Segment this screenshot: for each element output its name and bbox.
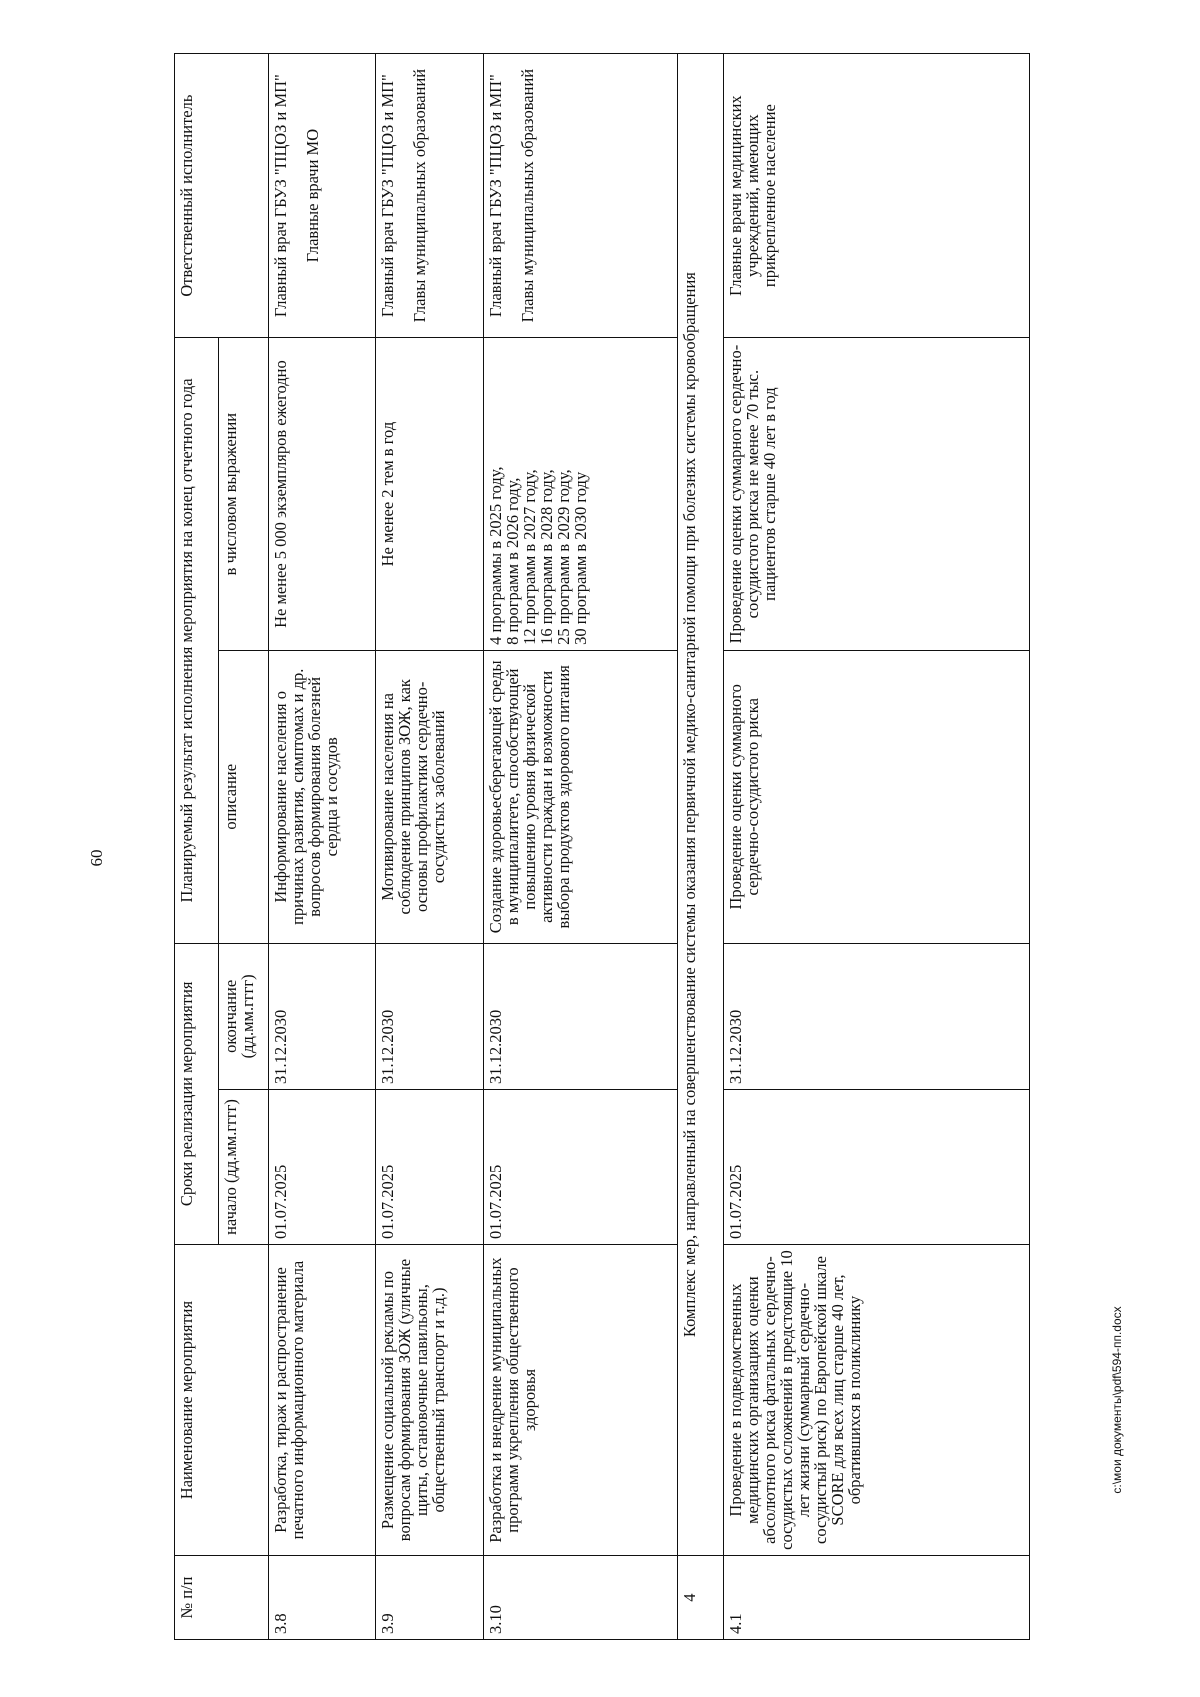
section-num: 4 <box>678 1556 724 1640</box>
header-desc: описание <box>219 650 269 943</box>
header-name: Наименование мероприятия <box>175 1244 269 1555</box>
rotated-table-wrapper <box>174 53 1029 1640</box>
row-desc: Проведение оценки суммарного сердечно-сосудистого риска <box>724 650 1030 943</box>
row-exec <box>484 54 678 338</box>
header-numeric: в числовом выражении <box>219 338 269 651</box>
header-end: окончание (дд.мм.гггг) <box>219 943 269 1089</box>
row-desc: Мотивирование населения на соблюдение принципов ЗОЖ, как основы профилактики сердечно-сосудистых заболеваний <box>376 650 484 943</box>
header-terms: Сроки реализации мероприятия <box>175 943 219 1244</box>
row-exec-primary: Главный врач ГБУЗ "ПЦОЗ и МП" <box>271 74 290 318</box>
row-exec-primary: Главный врач ГБУЗ "ПЦОЗ и МП" <box>486 74 505 318</box>
row-num: 3.9 <box>376 1556 484 1640</box>
row-name: Разработка и внедрение муниципальных программ укрепления общественного здоровья <box>484 1244 678 1555</box>
row-start: 01.07.2025 <box>269 1090 376 1245</box>
row-num: 3.10 <box>484 1556 678 1640</box>
table-row <box>269 54 376 1640</box>
page-number: 60 <box>87 849 106 867</box>
row-start: 01.07.2025 <box>484 1090 678 1245</box>
row-end: 31.12.2030 <box>724 943 1030 1089</box>
row-name: Проведение в подведомственных медицинских организациях оценки абсолютного риска фатальных сердечно-сосудистых осложнений в предстоящие 10 лет жизни (суммарный сердечно-сосудистый риск) по Европейской шкале SCORE для всех лиц старше 40 лет, обратившихся в поликлинику <box>724 1244 1030 1555</box>
table-row <box>376 54 484 1640</box>
row-end: 31.12.2030 <box>269 943 376 1089</box>
numeric-line: 30 программ в 2030 году <box>571 471 590 645</box>
row-numeric <box>484 338 678 651</box>
header-start: начало (дд.мм.гггг) <box>219 1090 269 1245</box>
row-name: Разработка, тираж и распространение печатного информационного материала <box>269 1244 376 1555</box>
row-desc: Создание здоровьесберегающей среды в муниципалитете, способствующей повышению уровня физической активности граждан и возможности выбора продуктов здорового питания <box>484 650 678 943</box>
numeric-line: 4 программы в 2025 году, <box>486 466 505 645</box>
row-end: 31.12.2030 <box>484 943 678 1089</box>
header-exec: Ответственный исполнитель <box>175 54 269 338</box>
row-exec: Главные врачи медицинских учреждений, имеющих прикрепленное население <box>724 54 1030 338</box>
row-exec <box>269 54 376 338</box>
row-start: 01.07.2025 <box>376 1090 484 1245</box>
row-desc: Информирование населения о причинах развития, симптомах и др. вопросов формирования болезней сердца и сосудов <box>269 650 376 943</box>
footer-file-path-text: c:\мои документы\pdf\594-пп.docx <box>1110 1306 1124 1494</box>
row-numeric: Не менее 5 000 экземпляров ежегодно <box>269 338 376 651</box>
header-result: Планируемый результат исполнения мероприятия на конец отчетного года <box>175 338 219 943</box>
section-title: Комплекс мер, направленный на совершенствование системы оказания первичной медико-санитарной помощи при болезнях системы кровообращения <box>678 54 724 1556</box>
row-exec-primary: Главный врач ГБУЗ "ПЦОЗ и МП" <box>378 74 397 318</box>
row-exec-secondary: Главные врачи МО <box>303 128 322 263</box>
row-numeric: Не менее 2 тем в год <box>376 338 484 651</box>
row-end: 31.12.2030 <box>376 943 484 1089</box>
row-num: 4.1 <box>724 1556 1030 1640</box>
table-row <box>724 54 1030 1640</box>
row-exec-secondary: Главы муниципальных образований <box>410 68 429 323</box>
header-num: № п/п <box>175 1556 269 1640</box>
numeric-line: 12 программ в 2027 году, <box>520 469 539 645</box>
plan-table <box>174 53 1030 1640</box>
header-row-1 <box>175 54 219 1640</box>
table-row <box>484 54 678 1640</box>
numeric-line: 25 программ в 2029 году, <box>554 469 573 645</box>
section-row <box>678 54 724 1640</box>
numeric-line: 16 программ в 2028 году, <box>537 469 556 645</box>
numeric-line: 8 программ в 2026 году, <box>503 477 522 645</box>
row-num: 3.8 <box>269 1556 376 1640</box>
row-start: 01.07.2025 <box>724 1090 1030 1245</box>
row-exec-secondary: Главы муниципальных образований <box>518 68 537 323</box>
row-numeric: Проведение оценки суммарного сердечно-сосудистого риска не менее 70 тыс. пациентов старше 40 лет в год <box>724 338 1030 651</box>
row-name: Размещение социальной рекламы по вопросам формирования ЗОЖ (уличные щиты, остановочные павильоны, общественный транспорт и т.д.) <box>376 1244 484 1555</box>
row-exec <box>376 54 484 338</box>
